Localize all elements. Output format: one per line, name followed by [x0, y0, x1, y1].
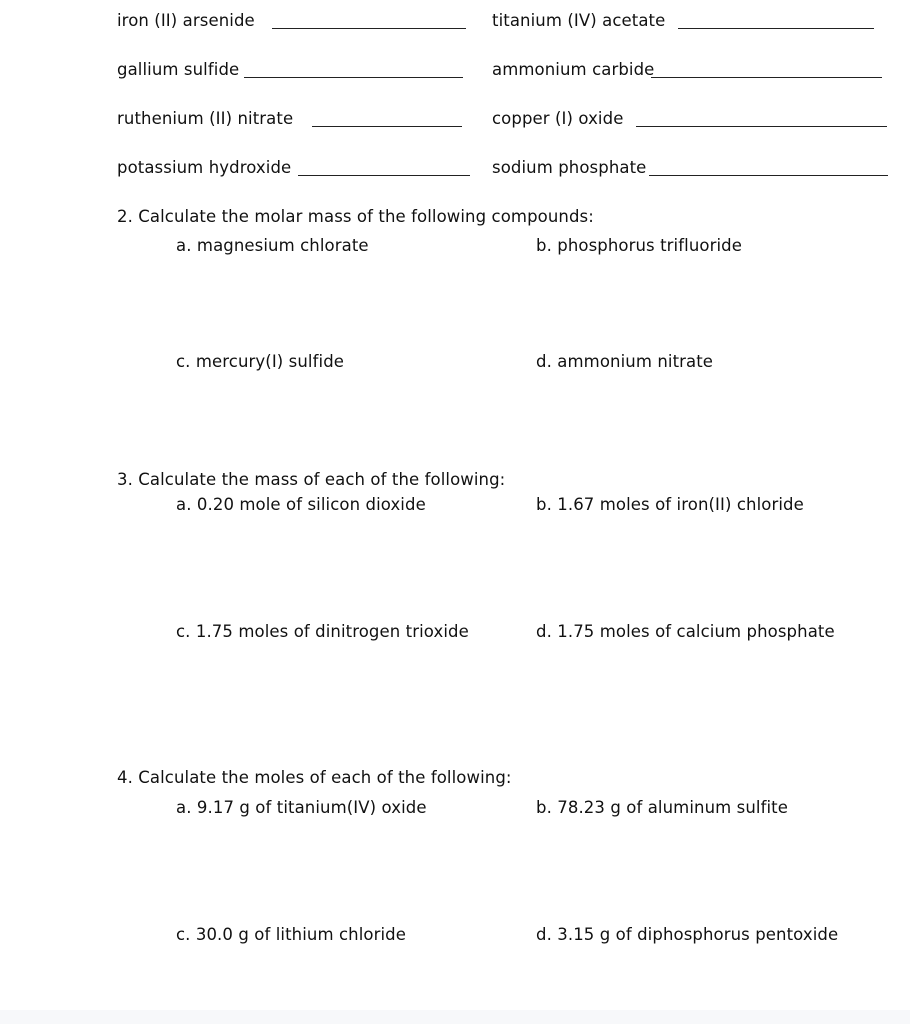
question-4c: c. 30.0 g of lithium chloride: [176, 925, 406, 944]
question-4b: b. 78.23 g of aluminum sulfite: [536, 798, 789, 817]
naming-item-copper-i-oxide: copper (I) oxide: [492, 109, 624, 128]
answer-blank: [244, 77, 463, 78]
question-3b: b. 1.67 moles of iron(II) chloride: [536, 495, 804, 514]
question-2c: c. mercury(I) sulfide: [176, 352, 345, 371]
naming-item-potassium-hydroxide: potassium hydroxide: [117, 158, 292, 177]
question-3c: c. 1.75 moles of dinitrogen trioxide: [176, 622, 469, 641]
question-2a: a. magnesium chlorate: [176, 236, 369, 255]
answer-blank: [272, 28, 466, 29]
answer-blank: [651, 77, 882, 78]
answer-blank: [636, 126, 887, 127]
answer-blank: [298, 175, 470, 176]
answer-blank: [678, 28, 874, 29]
question-2b: b. phosphorus trifluoride: [536, 236, 742, 255]
question-4-heading: 4. Calculate the moles of each of the following:: [117, 768, 512, 787]
naming-item-ruthenium-ii-nitrate: ruthenium (II) nitrate: [117, 109, 294, 128]
question-3a: a. 0.20 mole of silicon dioxide: [176, 495, 426, 514]
naming-item-ammonium-carbide: ammonium carbide: [492, 60, 655, 79]
answer-blank: [312, 126, 462, 127]
naming-item-sodium-phosphate: sodium phosphate: [492, 158, 647, 177]
question-2d: d. ammonium nitrate: [536, 352, 714, 371]
question-2-heading: 2. Calculate the molar mass of the following compounds:: [117, 207, 594, 226]
question-4d: d. 3.15 g of diphosphorus pentoxide: [536, 925, 839, 944]
question-4a: a. 9.17 g of titanium(IV) oxide: [176, 798, 427, 817]
naming-item-iron-ii-arsenide: iron (II) arsenide: [117, 11, 255, 30]
naming-item-gallium-sulfide: gallium sulfide: [117, 60, 240, 79]
naming-item-titanium-iv-acetate: titanium (IV) acetate: [492, 11, 666, 30]
question-3-heading: 3. Calculate the mass of each of the following:: [117, 470, 506, 489]
answer-blank: [649, 175, 888, 176]
question-3d: d. 1.75 moles of calcium phosphate: [536, 622, 835, 641]
